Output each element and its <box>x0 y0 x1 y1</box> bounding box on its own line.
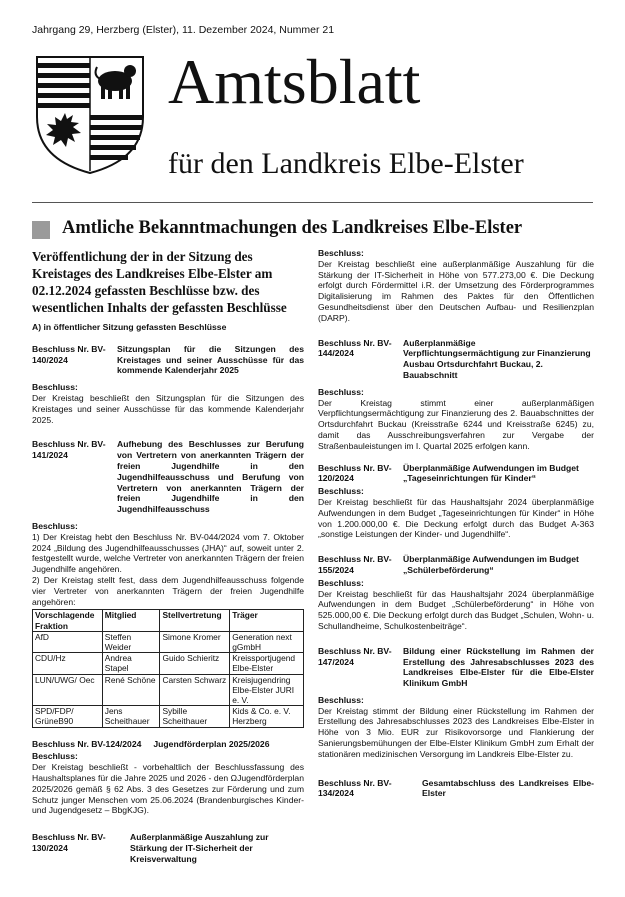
resolution-label: Beschluss: <box>318 486 364 497</box>
announcement-heading: Veröffentlichung der in der Sitzung des Kreistages des Landkreises Elbe-Elster am 02.12.2024 gefassten Beschlüsse bzw. des wesentlichen Inhalts der gefassten Beschlüsse <box>32 249 287 315</box>
resolution-title: Überplanmäßige Aufwendungen im Budget „Schülerbeförderung“ <box>403 554 579 575</box>
resolution-label: Beschluss: <box>318 577 364 588</box>
resolution-bv-130 <box>32 832 304 864</box>
resolution-number: Beschluss Nr. BV-120/2024 <box>318 462 392 484</box>
resolution-text: Der Kreistag beschließt für das Haushaltsjahr 2024 überplanmäßige Aufwendungen in dem Budget „Tageseinrichtungen für Kinder“ in Höhe von 1.200.000,00 €. Die Deckung erfolgt durch das Budget A-363 „sonstige Leistungen der Kinder- und Jugendhilfe“. <box>318 496 594 540</box>
table-header: Vorschlagende Fraktion <box>33 610 103 631</box>
resolution-title: Bildung einer Rückstellung im Rahmen der Erstellung des Jahresabschlusses 2023 des Landkreises Elbe-Elster für die Elbe-Elster Klinikum GmbH <box>403 645 594 689</box>
resolution-title: Sitzungsplan für die Sitzungen des Kreistages und seiner Ausschüsse für das kommende Kalenderjahr 2025 <box>117 343 304 376</box>
table-cell: Jens Scheithauer <box>102 706 160 727</box>
resolution-number: Beschluss Nr. BV-144/2024 <box>318 337 392 359</box>
table-header: Mitglied <box>102 610 160 631</box>
district-coat-of-arms <box>35 55 145 175</box>
newspaper-title: Amtsblatt <box>168 46 421 117</box>
issue-line: Jahrgang 29, Herzberg (Elster), 11. Dezember 2024, Nummer 21 <box>32 24 335 36</box>
resolution-text: 2) Der Kreistag stellt fest, dass dem Jugendhilfeausschuss folgende vier Vertreter von anerkannten Trägern der freien Jugendhilfe angehören: <box>32 574 304 607</box>
header-divider <box>32 202 593 203</box>
table-header: Stellvertretung <box>160 610 230 631</box>
resolution-text: Der Kreistag beschließt - vorbehaltlich der Beschlussfassung des Haushaltsplanes für die Jahre 2025 und 2026 - den ΩJugendförderplan 2025/2026 gemäß § 62 Abs. 3 des Gesetzes zur Förderung und zum Schutz junger Menschen vom 25.06.2024 (Brandenburgisches Kinder- und Jugendgesetz – BbgKJG). <box>32 762 304 816</box>
resolution-label: Beschluss: <box>318 248 364 258</box>
table-cell: Simone Kromer <box>160 631 230 652</box>
resolution-text: Der Kreistag beschließt für das Haushaltsjahr 2024 überplanmäßige Aufwendungen in dem Budget „Schülerbeförderung“ in Höhe von 525.000,00 €. Die Deckung erfolgt durch das Budget „Schulen, Wohn- u. Schullandheime, Schulkostenbeiträge“. <box>318 588 594 631</box>
table-cell: Generation next gGmbH <box>230 631 304 652</box>
table-cell: Steffen Weider <box>102 631 160 652</box>
resolution-label: Beschluss: <box>32 520 78 531</box>
resolution-title: Gesamtabschluss des Landkreises Elbe-Elster <box>422 777 594 799</box>
resolution-bv-155 <box>318 554 594 576</box>
resolution-number: Beschluss Nr. BV-130/2024 <box>32 832 106 853</box>
section-heading: Amtliche Bekanntmachungen des Landkreises Elbe-Elster <box>62 218 523 238</box>
newspaper-subtitle: für den Landkreis Elbe-Elster <box>168 147 524 180</box>
resolution-number: Beschluss Nr. BV-141/2024 <box>32 439 106 461</box>
resolution-label: Beschluss: <box>318 694 364 705</box>
committee-members-table <box>32 609 304 727</box>
resolution-number: Beschluss Nr. BV-140/2024 <box>32 343 106 365</box>
table-row <box>33 653 304 674</box>
table-cell: Sybille Scheithauer <box>160 706 230 727</box>
table-row <box>33 631 304 652</box>
table-cell: LUN/UWG/ Oec <box>33 674 103 706</box>
resolution-text: 1) Der Kreistag hebt den Beschluss Nr. BV-044/2024 vom 7. Oktober 2024 „Bildung des Jugendhilfeausschusses (JHA)“ auf, soweit unter 2. festgestellt wurde, welche Vertreter von anerkannten Trägern der freien Jugendhilfe angehören. <box>32 531 304 575</box>
resolution-bv-134 <box>318 778 594 800</box>
resolution-text: Der Kreistag stimmt der Bildung einer Rückstellung im Rahmen der Erstellung des Jahresabschlusses 2023 des Landkreises Elbe-Elster in Höhe von 3 Mio. EUR zur Risikovorsorge und Flankierung der Sanierungsbemühungen der Elbe-Elster Klinikum GmbH zum Erhalt der stationären medizinischen Versorgung im Landkreis Elbe-Elster zu. <box>318 705 594 759</box>
resolution-number: Beschluss Nr. BV-124/2024 <box>32 738 142 749</box>
resolution-bv-141 <box>32 439 304 515</box>
resolution-title: Überplanmäßige Aufwendungen im Budget „Tageseinrichtungen für Kinder“ <box>403 462 579 484</box>
resolution-number: Beschluss Nr. BV-155/2024 <box>318 554 392 575</box>
resolution-number: Beschluss Nr. BV-147/2024 <box>318 645 392 667</box>
table-cell: CDU/Hz <box>33 653 103 674</box>
resolution-text: Der Kreistag beschließt eine außerplanmäßige Auszahlung für die Stärkung der IT-Sicherheit in Höhe von 577.273,00 €. Die Deckung erfolgt durch Fördermittel i.R. der Umsetzung des Förderprogrammes Digitalisierung im Rahmen des Paktes für den Öffentlichen Gesundheitsdienst über den Deutschen Aufbau- und Resilienzplan (DARP). <box>318 258 594 323</box>
resolution-label: Beschluss: <box>318 386 364 397</box>
section-marker <box>32 221 50 239</box>
table-cell: Guido Schieritz <box>160 653 230 674</box>
resolution-bv-120 <box>318 463 594 485</box>
resolution-bv-147 <box>318 646 594 689</box>
table-cell: AfD <box>33 631 103 652</box>
right-column <box>318 248 594 799</box>
table-cell: Kids & Co. e. V. Herzberg <box>230 706 304 727</box>
resolution-label: Beschluss: <box>32 751 78 762</box>
resolution-title: Außerplanmäßige Verpflichtungsermächtigung zur Finanzierung Ausbau Ortsdurchfahrt Buckau, 2. Bauabschnitt <box>403 337 591 380</box>
resolution-number: Beschluss Nr. BV-134/2024 <box>318 777 392 799</box>
table-cell: SPD/FDP/ GrüneB90 <box>33 706 103 727</box>
table-header-row <box>33 610 304 631</box>
resolution-bv-140 <box>32 344 304 376</box>
resolution-bv-124 <box>32 739 304 750</box>
resolution-title: Aufhebung des Beschlusses zur Berufung von Vertretern von anerkannten Trägern der freien Jugendhilfe in den Jugendhilfeausschuss und Berufung von Vertretern von anerkannten Trägern der freien Jugendhilfe in den Jugendhilfeausschuss <box>117 439 304 515</box>
table-header: Träger <box>230 610 304 631</box>
table-cell: Kreisjugendring Elbe-Elster JURI e. V. <box>230 674 304 706</box>
resolution-text: Der Kreistag beschließt den Sitzungsplan für die Sitzungen des Kreistages und seiner Ausschüsse für das kommende Kalenderjahr 2025. <box>32 392 304 425</box>
left-column <box>32 248 304 865</box>
resolution-bv-144 <box>318 338 594 381</box>
table-row <box>33 674 304 706</box>
resolution-title: Außerplanmäßige Auszahlung zur Stärkung der IT-Sicherheit der Kreisverwaltung <box>130 832 269 864</box>
table-cell: Carsten Schwarz <box>160 674 230 706</box>
table-cell: Andrea Stapel <box>102 653 160 674</box>
table-row <box>33 706 304 727</box>
resolution-label: Beschluss: <box>32 382 78 393</box>
resolution-title: Jugendförderplan 2025/2026 <box>153 738 270 749</box>
table-cell: René Schöne <box>102 674 160 706</box>
part-a-heading: A) in öffentlicher Sitzung gefassten Beschlüsse <box>32 322 227 332</box>
resolution-text: Der Kreistag stimmt einer außerplanmäßigen Verpflichtungsermächtigung zur Finanzierung des 2. Bauabschnittes der Ortsdurchfahrt Buckau (Kreisstraße 6244 und Kreisstraße 6245) zu, damit das Ausschreibungsverfahren zur Vergabe der Straßenbauleistungen im I. Quartal 2025 erfolgen kann. <box>318 397 594 451</box>
table-cell: Kreissportjugend Elbe-Elster <box>230 653 304 674</box>
